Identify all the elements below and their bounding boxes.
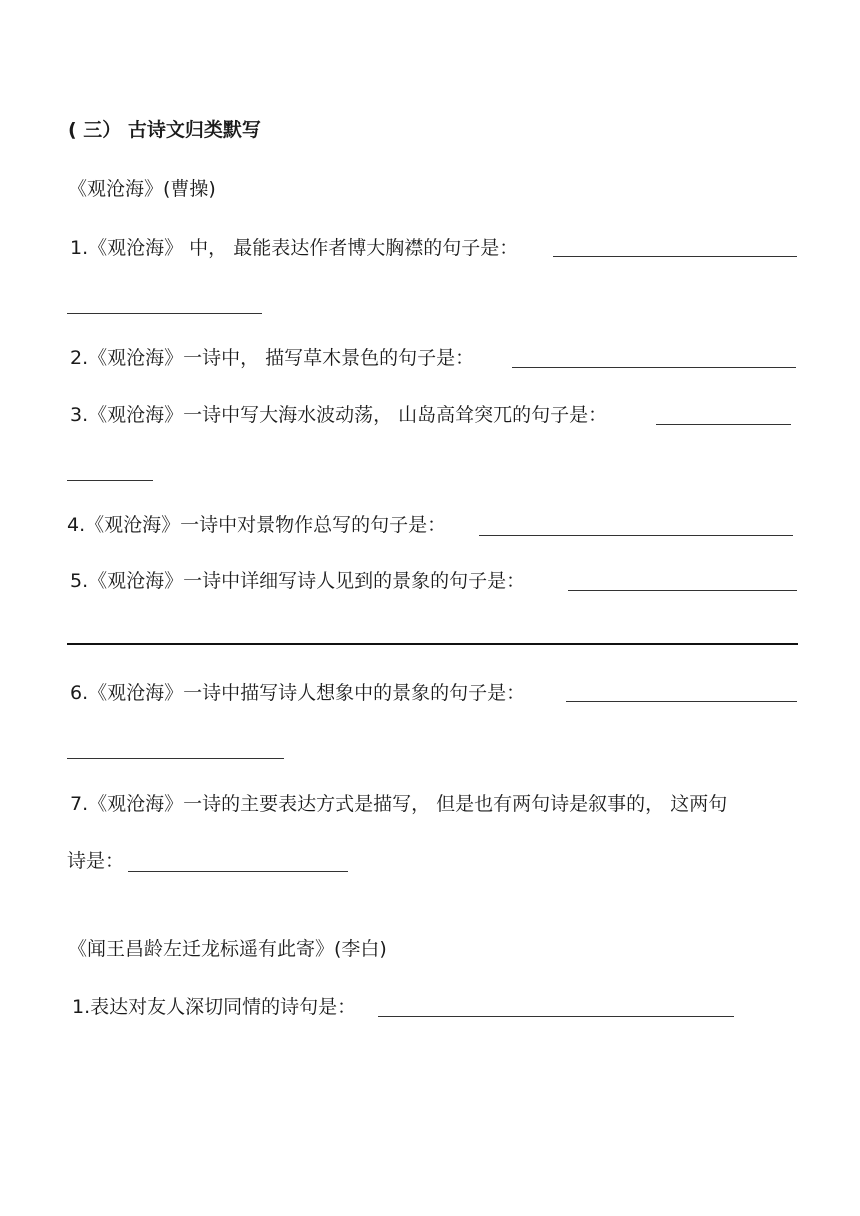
section-title: ( 三） 古诗文归类默写 <box>68 119 261 141</box>
question-6: 6.《观沧海》一诗中描写诗人想象中的景象的句子是： <box>70 682 526 704</box>
answer-blank[interactable] <box>512 367 796 368</box>
answer-blank[interactable] <box>67 758 284 759</box>
answer-blank[interactable] <box>128 871 348 872</box>
question-3: 3.《观沧海》一诗中写大海水波动荡， 山岛高耸突兀的句子是： <box>70 404 608 426</box>
answer-blank[interactable] <box>479 535 793 536</box>
answer-blank[interactable] <box>67 480 153 481</box>
answer-blank[interactable] <box>656 424 791 425</box>
answer-blank[interactable] <box>67 313 262 314</box>
answer-blank[interactable] <box>566 701 797 702</box>
question-4: 4.《观沧海》一诗中对景物作总写的句子是： <box>67 514 447 536</box>
question-1: 1.表达对友人深切同情的诗句是： <box>72 996 357 1018</box>
answer-blank[interactable] <box>568 590 797 591</box>
answer-blank[interactable] <box>553 256 797 257</box>
answer-blank[interactable] <box>67 643 798 645</box>
question-7-continued: 诗是： <box>67 850 125 872</box>
question-7: 7.《观沧海》一诗的主要表达方式是描写， 但是也有两句诗是叙事的， 这两句 <box>70 793 728 815</box>
question-5: 5.《观沧海》一诗中详细写诗人见到的景象的句子是： <box>70 570 526 592</box>
answer-blank[interactable] <box>378 1016 734 1017</box>
poem-heading: 《观沧海》(曹操) <box>68 178 216 200</box>
poem-heading: 《闻王昌龄左迁龙标遥有此寄》(李白) <box>68 938 387 960</box>
question-1: 1.《观沧海》 中， 最能表达作者博大胸襟的句子是： <box>70 237 519 259</box>
question-2: 2.《观沧海》一诗中， 描写草木景色的句子是： <box>70 347 475 369</box>
